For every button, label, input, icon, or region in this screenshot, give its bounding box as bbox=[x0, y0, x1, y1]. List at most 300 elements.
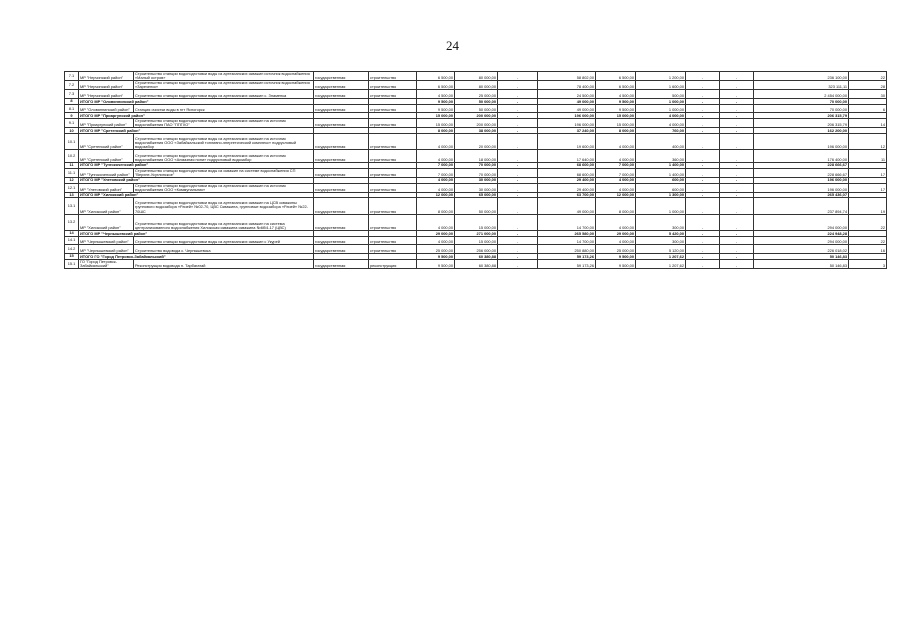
value-cell-9: 236 100,00 bbox=[754, 72, 849, 81]
district-cell: ИТОГО ГО "Город Петровск-Забайкальский" bbox=[79, 253, 314, 259]
ownership-cell: государственная bbox=[314, 236, 369, 245]
row-number: 7.2 bbox=[65, 81, 79, 90]
value-cell-2: 38 000,00 bbox=[455, 128, 498, 134]
table-body bbox=[65, 72, 887, 269]
value-cell-1: 4 000,00 bbox=[417, 134, 455, 150]
value-cell-6: 4 000,00 bbox=[636, 119, 686, 128]
value-cell-6: 4 000,00 bbox=[636, 113, 686, 119]
value-cell-1: 4 000,00 bbox=[417, 150, 455, 162]
row-number: 13.2 bbox=[65, 214, 79, 230]
value-cell-9: 265 436,07 bbox=[754, 192, 849, 198]
value-cell-4: 68 600,00 bbox=[538, 168, 596, 177]
value-cell-7: - bbox=[686, 128, 720, 134]
value-cell-7: - bbox=[686, 230, 720, 236]
district-cell: ИТОГО МР "Хилокский район" bbox=[79, 192, 314, 198]
work-type-cell: строительство bbox=[369, 198, 417, 214]
value-cell-2: 25 000,00 bbox=[455, 90, 498, 99]
value-cell-8: - bbox=[720, 253, 754, 259]
value-cell-3: - bbox=[498, 134, 538, 150]
value-cell-2: 30 000,00 bbox=[455, 177, 498, 183]
value-cell-6: 1 000,00 bbox=[636, 98, 686, 104]
district-cell: МР "Нерчинский район" bbox=[79, 81, 134, 90]
value-cell-8: - bbox=[720, 168, 754, 177]
ownership-cell: государственная bbox=[314, 198, 369, 214]
value-cell-10: 14 bbox=[849, 119, 887, 128]
value-cell-4: 59 173,26 bbox=[538, 259, 596, 268]
value-cell-9: 196 000,00 bbox=[754, 134, 849, 150]
value-cell-10: 17 bbox=[849, 168, 887, 177]
value-cell-8: - bbox=[720, 128, 754, 134]
district-cell: МР "Сретенский район" bbox=[79, 134, 134, 150]
value-cell-9: 294 000,00 bbox=[754, 236, 849, 245]
value-cell-10: 28 bbox=[849, 81, 887, 90]
object-name-cell: Строительство водовода с. Чернышевска bbox=[134, 245, 314, 254]
district-cell: МР "Оловяннинский район" bbox=[79, 104, 134, 113]
work-type-cell: строительство bbox=[369, 245, 417, 254]
value-cell-6: 1 207,62 bbox=[636, 253, 686, 259]
value-cell-1: 9 500,00 bbox=[417, 104, 455, 113]
value-cell-1: 9 500,00 bbox=[417, 98, 455, 104]
value-cell-6: 400,00 bbox=[636, 134, 686, 150]
value-cell-5: 6 500,00 bbox=[596, 81, 636, 90]
value-cell-3: - bbox=[498, 150, 538, 162]
value-cell-4: 265 580,00 bbox=[538, 230, 596, 236]
row-number: 10.2 bbox=[65, 150, 79, 162]
value-cell-3: - bbox=[498, 236, 538, 245]
district-cell: ИТОГО МР "Оловяннинский район" bbox=[79, 98, 314, 104]
ownership-cell: государственная bbox=[314, 119, 369, 128]
district-cell: МР "Нерчинский район" bbox=[79, 90, 134, 99]
value-cell-9: 162 200,00 bbox=[754, 128, 849, 134]
district-cell: ИТОГО МР "Улетовский район" bbox=[79, 177, 314, 183]
value-cell-7: - bbox=[686, 192, 720, 198]
ownership-cell: государственная bbox=[314, 214, 369, 230]
value-cell-10: 12 bbox=[849, 134, 887, 150]
value-cell-1: 4 500,00 bbox=[417, 90, 455, 99]
value-cell-3: - bbox=[498, 119, 538, 128]
value-cell-5: 4 000,00 bbox=[596, 214, 636, 230]
value-cell-8: - bbox=[720, 150, 754, 162]
district-cell: МР "Чернышевский район" bbox=[79, 236, 134, 245]
object-name-cell: Строительство станции водоподготовки воды из артезианских скважин на система централизованного водоснабжения Хилокская скважина скважина №6б/4-17 (ЦВС) bbox=[134, 214, 314, 230]
value-cell-10: 19 bbox=[849, 198, 887, 214]
value-cell-9: 70 000,00 bbox=[754, 104, 849, 113]
value-cell-7: - bbox=[686, 198, 720, 214]
value-cell-4: 63 700,00 bbox=[538, 192, 596, 198]
object-name-cell: Строительство станции водоподготовки воды из артезианских скважин с Укурей bbox=[134, 236, 314, 245]
value-cell-8: - bbox=[720, 104, 754, 113]
district-cell: МР "Сретенский район" bbox=[79, 150, 134, 162]
value-cell-8: - bbox=[720, 162, 754, 168]
value-cell-5: 15 000,00 bbox=[596, 119, 636, 128]
value-cell-5: 9 500,00 bbox=[596, 98, 636, 104]
table-row bbox=[65, 214, 887, 230]
value-cell-7: - bbox=[686, 150, 720, 162]
value-cell-9: 70 000,00 bbox=[754, 98, 849, 104]
value-cell-3: - bbox=[498, 98, 538, 104]
value-cell-8: - bbox=[720, 192, 754, 198]
value-cell-8: - bbox=[720, 72, 754, 81]
value-cell-5: 25 000,00 bbox=[596, 245, 636, 254]
value-cell-3: - bbox=[498, 104, 538, 113]
value-cell-9: 228 666,67 bbox=[754, 162, 849, 168]
value-cell-2: 50 000,00 bbox=[455, 104, 498, 113]
object-name-cell: Строительство станции водоподготовки воды из артезианских скважин на источник водоснабжения ООО «Алмазная пони» подрусловый водозабор bbox=[134, 150, 314, 162]
value-cell-1: 9 500,00 bbox=[417, 253, 455, 259]
row-number: 12 bbox=[65, 177, 79, 183]
row-number: 8 bbox=[65, 98, 79, 104]
table-row bbox=[65, 104, 887, 113]
value-cell-4: 19 600,00 bbox=[538, 134, 596, 150]
value-cell-6: 500,00 bbox=[636, 90, 686, 99]
value-cell-4: 196 000,00 bbox=[538, 113, 596, 119]
value-cell-7: - bbox=[686, 162, 720, 168]
value-cell-4: 14 700,00 bbox=[538, 214, 596, 230]
row-number: 10 bbox=[65, 128, 79, 134]
value-cell-4: 49 000,00 bbox=[538, 98, 596, 104]
value-cell-10: 11 bbox=[849, 150, 887, 162]
value-cell-1: 15 000,00 bbox=[417, 113, 455, 119]
work-type-cell: строительство bbox=[369, 90, 417, 99]
value-cell-2: 18 000,00 bbox=[455, 150, 498, 162]
value-cell-4: 49 000,00 bbox=[538, 198, 596, 214]
row-number: 13 bbox=[65, 192, 79, 198]
value-cell-1: 7 000,00 bbox=[417, 168, 455, 177]
value-cell-6: 360,00 bbox=[636, 150, 686, 162]
value-cell-1: 25 000,00 bbox=[417, 245, 455, 254]
table-row bbox=[65, 245, 887, 254]
value-cell-1: 15 000,00 bbox=[417, 119, 455, 128]
object-name-cell: Реконструкция водовода п. Тарбагатай bbox=[134, 259, 314, 268]
table-row bbox=[65, 72, 887, 81]
value-cell-1: 4 000,00 bbox=[417, 236, 455, 245]
value-cell-6: 600,00 bbox=[636, 183, 686, 192]
value-cell-1: 4 000,00 bbox=[417, 177, 455, 183]
value-cell-8: - bbox=[720, 230, 754, 236]
table-row bbox=[65, 198, 887, 214]
page-number: 24 bbox=[446, 38, 459, 53]
row-number: 14.1 bbox=[65, 236, 79, 245]
row-number: 11.1 bbox=[65, 168, 79, 177]
value-cell-8: - bbox=[720, 259, 754, 268]
value-cell-5: 29 000,00 bbox=[596, 230, 636, 236]
row-number: 12.1 bbox=[65, 183, 79, 192]
value-cell-2: 50 000,00 bbox=[455, 98, 498, 104]
value-cell-10: 3 bbox=[849, 259, 887, 268]
value-cell-3: - bbox=[498, 162, 538, 168]
value-cell-5: 6 500,00 bbox=[596, 72, 636, 81]
object-name-cell: Строительство станции водоподготовки воды из артезианских скважин с. Знаменка bbox=[134, 90, 314, 99]
value-cell-2: 65 000,00 bbox=[455, 192, 498, 198]
district-cell: МР "Нерчинский район" bbox=[79, 72, 134, 81]
value-cell-3: - bbox=[498, 245, 538, 254]
value-cell-6: 5 120,00 bbox=[636, 245, 686, 254]
value-cell-4: 49 000,00 bbox=[538, 104, 596, 113]
value-cell-4: 29 400,00 bbox=[538, 183, 596, 192]
value-cell-9: 224 948,28 bbox=[754, 230, 849, 236]
district-cell: МР "Хилокский район" bbox=[79, 198, 134, 214]
row-number: 9.1 bbox=[65, 119, 79, 128]
work-type-cell: строительство bbox=[369, 236, 417, 245]
row-number: 11 bbox=[65, 162, 79, 168]
value-cell-3: - bbox=[498, 177, 538, 183]
work-type-cell: строительство bbox=[369, 134, 417, 150]
district-cell: ИТОГО МР "Чернышевский район" bbox=[79, 230, 314, 236]
district-cell: МР "Приаргунский район" bbox=[79, 119, 134, 128]
district-cell: ИТОГО МР "Тунгокоченский район" bbox=[79, 162, 314, 168]
value-cell-10: 17 bbox=[849, 183, 887, 192]
value-cell-7: - bbox=[686, 177, 720, 183]
value-cell-2: 30 000,00 bbox=[455, 183, 498, 192]
value-cell-8: - bbox=[720, 134, 754, 150]
value-cell-5: 7 000,00 bbox=[596, 162, 636, 168]
value-cell-5: 9 500,00 bbox=[596, 253, 636, 259]
value-cell-3: - bbox=[498, 259, 538, 268]
object-name-cell: Строительство станции водоподготовки воды из скважин на системе водоснабжения СП "Верхне-Усуглинское" bbox=[134, 168, 314, 177]
ownership-cell: государственная bbox=[314, 72, 369, 81]
value-cell-5: 7 000,00 bbox=[596, 168, 636, 177]
work-type-cell: строительство bbox=[369, 72, 417, 81]
value-cell-3: - bbox=[498, 90, 538, 99]
value-cell-6: 1 000,00 bbox=[636, 198, 686, 214]
value-cell-10: 30 bbox=[849, 90, 887, 99]
object-name-cell: Строительство станции водоподготовки воды из артезианских скважин источник водоснабжения «Малый остров» bbox=[134, 72, 314, 81]
value-cell-6: 300,00 bbox=[636, 214, 686, 230]
object-name-cell: Станция очистки воды в пгт Ясногорск bbox=[134, 104, 314, 113]
row-number: 7.3 bbox=[65, 90, 79, 99]
value-cell-7: - bbox=[686, 90, 720, 99]
value-cell-3: - bbox=[498, 81, 538, 90]
value-cell-6: 1 600,00 bbox=[636, 81, 686, 90]
value-cell-3: - bbox=[498, 253, 538, 259]
value-cell-2: 15 000,00 bbox=[455, 236, 498, 245]
ownership-cell: государственная bbox=[314, 183, 369, 192]
value-cell-6: 1 207,62 bbox=[636, 259, 686, 268]
row-number: 10.1 bbox=[65, 134, 79, 150]
work-type-cell: строительство bbox=[369, 168, 417, 177]
value-cell-8: - bbox=[720, 81, 754, 90]
value-cell-1: 7 000,00 bbox=[417, 162, 455, 168]
value-cell-7: - bbox=[686, 236, 720, 245]
value-cell-2: 70 000,00 bbox=[455, 168, 498, 177]
value-cell-8: - bbox=[720, 113, 754, 119]
ownership-cell: государственная bbox=[314, 90, 369, 99]
work-type-cell: строительство bbox=[369, 214, 417, 230]
value-cell-10: 22 bbox=[849, 72, 887, 81]
value-cell-5: 4 500,00 bbox=[596, 90, 636, 99]
value-cell-9: 206 315,79 bbox=[754, 113, 849, 119]
value-cell-6: 5 420,00 bbox=[636, 230, 686, 236]
value-cell-8: - bbox=[720, 236, 754, 245]
value-cell-1: 4 000,00 bbox=[417, 183, 455, 192]
value-cell-5: 9 500,00 bbox=[596, 259, 636, 268]
work-type-cell: строительство bbox=[369, 183, 417, 192]
value-cell-6: 1 400,00 bbox=[636, 168, 686, 177]
value-cell-9: 228 666,67 bbox=[754, 168, 849, 177]
row-number: 8.1 bbox=[65, 104, 79, 113]
value-cell-6: 1 000,00 bbox=[636, 104, 686, 113]
value-cell-7: - bbox=[686, 72, 720, 81]
value-cell-3: - bbox=[498, 198, 538, 214]
value-cell-3: - bbox=[498, 128, 538, 134]
table-row bbox=[65, 168, 887, 177]
value-cell-9: 176 400,00 bbox=[754, 150, 849, 162]
work-type-cell: строительство bbox=[369, 119, 417, 128]
table-row bbox=[65, 236, 887, 245]
value-cell-5: 15 000,00 bbox=[596, 113, 636, 119]
district-cell: МР "Тунгокоченский район" bbox=[79, 168, 134, 177]
value-cell-8: - bbox=[720, 198, 754, 214]
value-cell-8: - bbox=[720, 119, 754, 128]
value-cell-5: 4 000,00 bbox=[596, 134, 636, 150]
district-cell: ГО "Город Петровск-Забайкальский" bbox=[79, 259, 134, 268]
value-cell-4: 24 500,00 bbox=[538, 90, 596, 99]
value-cell-8: - bbox=[720, 98, 754, 104]
value-cell-2: 200 000,00 bbox=[455, 113, 498, 119]
object-name-cell: Строительство станции водоподготовки воды из артезианских скважин на источник водоснабжения ООО «Забайкальский топливно-энергетический комплекс» подрусловый водозабор bbox=[134, 134, 314, 150]
district-cell: ИТОГО МР "Приаргунский район" bbox=[79, 113, 314, 119]
value-cell-7: - bbox=[686, 214, 720, 230]
value-cell-6: 1 200,00 bbox=[636, 72, 686, 81]
value-cell-2: 60 380,88 bbox=[455, 253, 498, 259]
ownership-cell: государственная bbox=[314, 134, 369, 150]
object-name-cell: Строительство станции водоподготовки воды из артезианских скважин на ЦСВ скважины группового водозабора «Рачей» №02-70, ЦВС Скважина, групповые водозабора «Рачей» №22-70ШС bbox=[134, 198, 314, 214]
row-number: 9 bbox=[65, 113, 79, 119]
value-cell-8: - bbox=[720, 90, 754, 99]
value-cell-2: 60 380,88 bbox=[455, 259, 498, 268]
value-cell-2: 256 000,00 bbox=[455, 245, 498, 254]
value-cell-1: 9 500,00 bbox=[417, 259, 455, 268]
value-cell-4: 68 600,00 bbox=[538, 162, 596, 168]
value-cell-7: - bbox=[686, 168, 720, 177]
value-cell-2: 80 000,00 bbox=[455, 72, 498, 81]
value-cell-10: 16 bbox=[849, 245, 887, 254]
object-name-cell: Строительство станции водоподготовки воды из артезианских скважин источник водоснабжения «Зареченск» bbox=[134, 81, 314, 90]
value-cell-1: 12 000,00 bbox=[417, 192, 455, 198]
ownership-cell: государственная bbox=[314, 168, 369, 177]
value-cell-4: 29 400,00 bbox=[538, 177, 596, 183]
district-cell: МР "Хилокский район" bbox=[79, 214, 134, 230]
value-cell-5: 4 000,00 bbox=[596, 183, 636, 192]
object-name-cell: Строительство станции водоподготовки воды из артезианских скважин на источник водоснабжения ООО «Коммунальник» bbox=[134, 183, 314, 192]
value-cell-9: 196 000,00 bbox=[754, 177, 849, 183]
value-cell-6: 300,00 bbox=[636, 236, 686, 245]
value-cell-10: 6 bbox=[849, 104, 887, 113]
value-cell-4: 59 173,26 bbox=[538, 253, 596, 259]
value-cell-5: 4 000,00 bbox=[596, 150, 636, 162]
value-cell-7: - bbox=[686, 253, 720, 259]
value-cell-10: 22 bbox=[849, 214, 887, 230]
district-cell: МР "Улетовский район" bbox=[79, 183, 134, 192]
row-number: 13.1 bbox=[65, 198, 79, 214]
value-cell-3: - bbox=[498, 214, 538, 230]
table-row bbox=[65, 259, 887, 268]
value-cell-7: - bbox=[686, 104, 720, 113]
value-cell-2: 50 000,00 bbox=[455, 198, 498, 214]
value-cell-3: - bbox=[498, 113, 538, 119]
value-cell-9: 237 894,74 bbox=[754, 198, 849, 214]
value-cell-5: 12 000,00 bbox=[596, 192, 636, 198]
table-row bbox=[65, 90, 887, 99]
value-cell-5: 8 000,00 bbox=[596, 198, 636, 214]
table-row bbox=[65, 183, 887, 192]
value-cell-2: 70 000,00 bbox=[455, 162, 498, 168]
district-cell: ИТОГО МР "Сретенский район" bbox=[79, 128, 314, 134]
value-cell-6: 600,00 bbox=[636, 177, 686, 183]
table-row bbox=[65, 119, 887, 128]
value-cell-8: - bbox=[720, 183, 754, 192]
ownership-cell: государственная bbox=[314, 150, 369, 162]
value-cell-6: 760,00 bbox=[636, 128, 686, 134]
value-cell-7: - bbox=[686, 113, 720, 119]
value-cell-4: 58 802,00 bbox=[538, 72, 596, 81]
row-number: 14 bbox=[65, 230, 79, 236]
value-cell-4: 17 640,00 bbox=[538, 150, 596, 162]
value-cell-7: - bbox=[686, 81, 720, 90]
value-cell-9: 50 146,83 bbox=[754, 253, 849, 259]
value-cell-7: - bbox=[686, 183, 720, 192]
value-cell-2: 15 000,00 bbox=[455, 214, 498, 230]
value-cell-3: - bbox=[498, 72, 538, 81]
district-cell: МР "Чернышевский район" bbox=[79, 245, 134, 254]
value-cell-2: 80 000,00 bbox=[455, 81, 498, 90]
value-cell-9: 2 454 000,00 bbox=[754, 90, 849, 99]
value-cell-3: - bbox=[498, 192, 538, 198]
value-cell-5: 4 000,00 bbox=[596, 177, 636, 183]
value-cell-5: 9 500,00 bbox=[596, 104, 636, 113]
work-type-cell: строительство bbox=[369, 104, 417, 113]
value-cell-7: - bbox=[686, 134, 720, 150]
value-cell-8: - bbox=[720, 214, 754, 230]
ownership-cell: государственная bbox=[314, 104, 369, 113]
value-cell-5: 8 000,00 bbox=[596, 128, 636, 134]
value-cell-4: 250 880,00 bbox=[538, 245, 596, 254]
work-type-cell: строительство bbox=[369, 81, 417, 90]
ownership-cell: государственная bbox=[314, 259, 369, 268]
value-cell-5: 4 000,00 bbox=[596, 236, 636, 245]
table-row bbox=[65, 81, 887, 90]
work-type-cell: реконструкция bbox=[369, 259, 417, 268]
value-cell-1: 6 500,00 bbox=[417, 72, 455, 81]
value-cell-10: 22 bbox=[849, 236, 887, 245]
row-number: 15 bbox=[65, 253, 79, 259]
value-cell-9: 50 146,83 bbox=[754, 259, 849, 268]
value-cell-1: 4 000,00 bbox=[417, 214, 455, 230]
value-cell-8: - bbox=[720, 177, 754, 183]
row-number: 15.1 bbox=[65, 259, 79, 268]
value-cell-9: 206 315,79 bbox=[754, 119, 849, 128]
row-number: 14.2 bbox=[65, 245, 79, 254]
work-type-cell: строительство bbox=[369, 150, 417, 162]
value-cell-7: - bbox=[686, 245, 720, 254]
value-cell-3: - bbox=[498, 183, 538, 192]
value-cell-6: 1 400,00 bbox=[636, 162, 686, 168]
ownership-cell: государственная bbox=[314, 81, 369, 90]
value-cell-6: 1 300,00 bbox=[636, 192, 686, 198]
value-cell-9: 294 000,00 bbox=[754, 214, 849, 230]
value-cell-2: 271 000,00 bbox=[455, 230, 498, 236]
value-cell-1: 6 500,00 bbox=[417, 81, 455, 90]
value-cell-1: 8 000,00 bbox=[417, 128, 455, 134]
ownership-cell: государственная bbox=[314, 245, 369, 254]
value-cell-1: 29 000,00 bbox=[417, 230, 455, 236]
value-cell-3: - bbox=[498, 168, 538, 177]
value-cell-4: 37 240,00 bbox=[538, 128, 596, 134]
value-cell-4: 78 400,00 bbox=[538, 81, 596, 90]
value-cell-7: - bbox=[686, 259, 720, 268]
value-cell-3: - bbox=[498, 230, 538, 236]
table-row bbox=[65, 134, 887, 150]
